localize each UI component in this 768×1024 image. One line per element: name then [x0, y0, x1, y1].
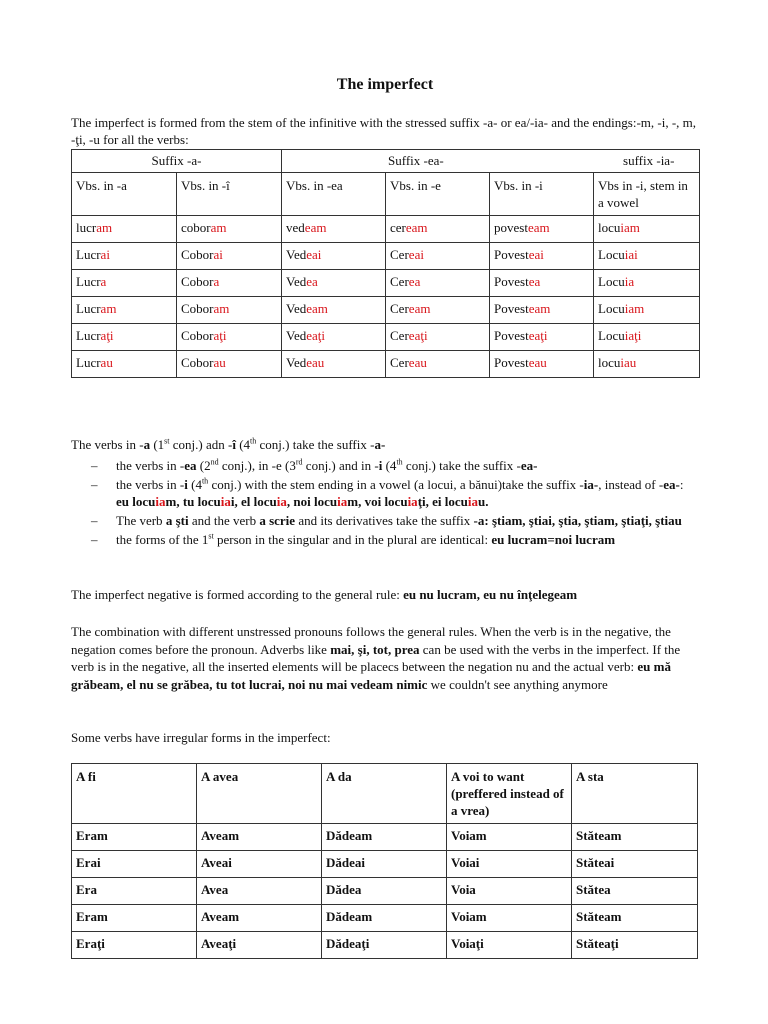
table-cell: [72, 216, 177, 243]
verb-stem: lucr: [76, 220, 97, 235]
verb-ending: eam: [304, 220, 327, 235]
irregular-rows: [72, 824, 698, 959]
verb-stem: Povest: [494, 274, 529, 289]
verb-ending: ia: [624, 274, 635, 289]
column-header: Vbs. in -i: [490, 173, 594, 216]
text: the verbs in -: [116, 458, 185, 473]
dash-bullet: –: [91, 513, 98, 528]
table-cell: Dădeai: [322, 851, 447, 878]
text: and the verb: [188, 513, 260, 528]
verb-ending: eam: [408, 301, 431, 316]
table-cell: [490, 243, 594, 270]
table-cell: [282, 243, 386, 270]
verb-ending: eam: [306, 301, 328, 316]
verb-ending: eam: [527, 220, 550, 235]
table-cell: Dădeam: [322, 905, 447, 932]
verb-ending: au: [213, 355, 226, 370]
table-row: [72, 351, 700, 378]
verb-ending: au: [100, 355, 113, 370]
table-cell: Eram: [72, 824, 197, 851]
verb-stem: Lucr: [76, 355, 101, 370]
table-cell: Stătea: [572, 878, 698, 905]
text: The verb: [116, 513, 166, 528]
text: conj.) take the suffix -: [402, 458, 521, 473]
verb-ending: iam: [620, 220, 640, 235]
verb-suffix: ia: [407, 494, 418, 509]
verb-stem: Ved: [286, 301, 307, 316]
verb-ending: eau: [528, 355, 547, 370]
text: (4: [235, 437, 251, 452]
verb-ending: m: [165, 494, 177, 509]
table-cell: Avea: [197, 878, 322, 905]
ordinal: th: [201, 476, 209, 486]
table-cell: [177, 297, 282, 324]
ordinal: th: [250, 436, 257, 446]
verb-stem: Locu: [598, 274, 625, 289]
rule-list: [71, 457, 699, 548]
table-row: [72, 270, 700, 297]
text: -a:: [473, 513, 489, 528]
text: the verbs in -: [116, 477, 185, 492]
verb-stem: Cobor: [181, 301, 214, 316]
ia-forms: [116, 494, 485, 509]
table-cell: [386, 216, 490, 243]
text: eu lucram=noi lucram: [491, 532, 616, 547]
text: conj.) and in -: [302, 458, 379, 473]
table-cell: [72, 297, 177, 324]
text: the forms of the 1: [116, 532, 209, 547]
verb-stem: voi locu: [364, 494, 408, 509]
table-cell: Eraţi: [72, 932, 197, 959]
table-row: [72, 905, 698, 932]
verb-ending: a: [213, 274, 220, 289]
table-cell: Dădeam: [322, 824, 447, 851]
verb-stem: Povest: [494, 328, 529, 343]
verb-stem: Ved: [286, 355, 307, 370]
suffix-ia-header: suffix -ia-: [623, 153, 675, 168]
verb-stem: Ved: [286, 328, 307, 343]
column-header: A voi to want (preffered instead of a vrea): [447, 764, 572, 824]
dash-bullet: –: [91, 458, 98, 473]
text: ia-: [583, 477, 599, 492]
verb-ending: aţi: [100, 328, 114, 343]
verb-ending: aţi: [213, 328, 227, 343]
table-cell: [177, 270, 282, 297]
table-cell: [490, 297, 594, 324]
verb-ending: am: [96, 220, 113, 235]
verb-ending: eam: [528, 301, 551, 316]
verb-stem: Cobor: [181, 247, 214, 262]
table-cell: [594, 216, 700, 243]
text: a: [143, 437, 151, 452]
column-header: A avea: [197, 764, 322, 824]
table-cell: Aveam: [197, 824, 322, 851]
irregular-table: [71, 763, 698, 959]
text: :: [679, 477, 684, 492]
list-item: [71, 457, 699, 474]
verb-ending: ai: [213, 247, 223, 262]
table-row: [72, 932, 698, 959]
verb-stem: cer: [390, 220, 406, 235]
ordinal: st: [208, 531, 214, 541]
verb-stem: el locu: [241, 494, 277, 509]
verb-ending: eau: [306, 355, 325, 370]
table-cell: [177, 216, 282, 243]
verb-stem: cobor: [181, 220, 211, 235]
table-cell: [594, 324, 700, 351]
verb-ending: iam: [624, 301, 645, 316]
text: i: [378, 458, 383, 473]
table-cell: [490, 324, 594, 351]
verb-stem: noi locu: [293, 494, 338, 509]
table-cell: [72, 351, 177, 378]
verb-stem: Cer: [390, 301, 409, 316]
verb-suffix: ia: [220, 494, 231, 509]
text: a scrie: [259, 513, 296, 528]
table-cell: Aveam: [197, 905, 322, 932]
verb-suffix: ia: [276, 494, 287, 509]
verb-stem: eu locu: [116, 494, 156, 509]
verb-stem: Locu: [598, 328, 625, 343]
text: we couldn't see anything anymore: [427, 676, 608, 692]
negative-paragraph: [71, 586, 699, 603]
verb-stem: Cobor: [181, 328, 214, 343]
verb-stem: Cer: [390, 328, 409, 343]
separator: ,: [425, 494, 433, 509]
text: ştiam, ştiai, ştia, ştiam, ştiaţi, ştiau: [491, 513, 682, 528]
table-cell: [490, 216, 594, 243]
separator: ,: [234, 494, 242, 509]
column-header: Vbs. in -a: [72, 173, 177, 216]
combination-paragraph: [71, 623, 699, 693]
separator: ,: [286, 494, 294, 509]
text: , instead of -: [598, 477, 664, 492]
list-item: [71, 476, 699, 510]
verb-ending: iai: [624, 247, 638, 262]
table-cell: [282, 297, 386, 324]
verb-ending: ai: [100, 247, 110, 262]
verbs-lead: [71, 436, 699, 453]
verb-ending: am: [100, 301, 117, 316]
column-header: Vbs. in -e: [386, 173, 490, 216]
verb-stem: locu: [598, 355, 621, 370]
table-cell: [282, 270, 386, 297]
verb-ending: ea: [306, 274, 318, 289]
verb-stem: povest: [494, 220, 528, 235]
table-cell: [490, 270, 594, 297]
text: a şti: [165, 513, 189, 528]
verb-stem: Ved: [286, 274, 307, 289]
list-item: [71, 531, 699, 548]
separator: ,: [176, 494, 183, 509]
verb-ending: eaţi: [528, 328, 548, 343]
verb-ending: a: [100, 274, 107, 289]
text: mai, şi, tot, prea: [330, 641, 420, 657]
verb-stem: Cobor: [181, 355, 214, 370]
suffix-header-row: [72, 150, 700, 173]
table-cell: [594, 270, 700, 297]
text: can be used with the verbs in the imperfect. If the verb is in the negative, all the inserted elements will be placecs between the negation nu and the actual verb:: [71, 641, 681, 674]
table-cell: [594, 351, 700, 378]
verb-stem: Cobor: [181, 274, 214, 289]
verb-ending: m: [347, 494, 359, 509]
list-item: [71, 512, 699, 529]
text: a-: [374, 437, 386, 452]
verb-suffix: ia: [155, 494, 166, 509]
table-cell: [490, 351, 594, 378]
verb-ending: eai: [306, 247, 322, 262]
text: ea: [184, 458, 197, 473]
verb-ending: eai: [408, 247, 424, 262]
verb-stem: Lucr: [76, 328, 101, 343]
table-cell: Stăteam: [572, 824, 698, 851]
table-cell: Dădeaţi: [322, 932, 447, 959]
verb-ending: ea: [528, 274, 541, 289]
intro-paragraph: The imperfect is formed from the stem of the infinitive with the stressed suffix -a- or ea/-ia- and the endings:-m, -i, -, m, -ţi, -u for all the verbs:: [71, 115, 697, 147]
verb-ending: eaţi: [408, 328, 428, 343]
table-cell: Aveaţi: [197, 932, 322, 959]
text: î: [232, 437, 236, 452]
dash-bullet: –: [91, 532, 98, 547]
conjugation-rows: [72, 216, 700, 378]
verb-stem: Cer: [390, 274, 409, 289]
table-cell: [386, 324, 490, 351]
ordinal: st: [164, 436, 170, 446]
suffix-a-header: Suffix -a-: [72, 150, 282, 173]
verb-ending: am: [213, 301, 230, 316]
text: (1: [150, 437, 165, 452]
table-cell: [594, 243, 700, 270]
verb-ending: ea: [408, 274, 421, 289]
table-row: [72, 324, 700, 351]
table-cell: [72, 270, 177, 297]
verb-stem: Lucr: [76, 274, 101, 289]
verb-stem: Locu: [598, 301, 625, 316]
text: The combination with different unstressed pronouns follows the general rules. When the verb is in the negative, the negation comes before the pronoun. Adverbs like: [71, 624, 671, 657]
text: i: [184, 477, 188, 492]
verb-stem: ei locu: [432, 494, 468, 509]
table-cell: Stăteam: [572, 905, 698, 932]
table-cell: Era: [72, 878, 197, 905]
table-cell: [386, 297, 490, 324]
table-cell: [386, 243, 490, 270]
column-header: A sta: [572, 764, 698, 824]
dash-bullet: –: [91, 477, 98, 492]
verb-stem: Ved: [286, 247, 307, 262]
verb-class-row: [72, 173, 700, 216]
verb-suffix: ia: [467, 494, 479, 509]
text: conj.) take the suffix -: [256, 437, 375, 452]
suffix-ea-ia-header: [282, 150, 700, 173]
ordinal: th: [396, 457, 403, 467]
table-cell: Voiam: [447, 824, 572, 851]
table-cell: Erai: [72, 851, 197, 878]
verb-stem: Locu: [598, 247, 625, 262]
table-row: [72, 243, 700, 270]
verb-stem: Povest: [494, 301, 529, 316]
text: The imperfect negative is formed according to the general rule:: [71, 587, 404, 602]
column-header: Vbs. in -ea: [282, 173, 386, 216]
verb-ending: eai: [528, 247, 544, 262]
table-cell: [594, 297, 700, 324]
verb-ending: am: [210, 220, 227, 235]
table-cell: Voiai: [447, 851, 572, 878]
verb-stem: Povest: [494, 355, 529, 370]
table-cell: [386, 270, 490, 297]
table-cell: Stăteaţi: [572, 932, 698, 959]
text: (2: [196, 458, 211, 473]
verb-stem: locu: [598, 220, 621, 235]
column-header: Vbs. in -î: [177, 173, 282, 216]
column-header: A fi: [72, 764, 197, 824]
ordinal: rd: [295, 457, 303, 467]
text: conj.) adn -: [169, 437, 233, 452]
verb-stem: Povest: [494, 247, 529, 262]
table-cell: Dădea: [322, 878, 447, 905]
verb-stem: Cer: [390, 247, 409, 262]
table-cell: [282, 216, 386, 243]
irregular-header-row: [72, 764, 698, 824]
verb-stem: ved: [286, 220, 305, 235]
text: ea-: [663, 477, 680, 492]
table-row: [72, 297, 700, 324]
table-cell: [177, 351, 282, 378]
verb-ending: u: [478, 494, 486, 509]
text: person in the singular and in the plural are identical:: [213, 532, 492, 547]
verb-suffix: ia: [337, 494, 348, 509]
verb-ending: i: [230, 494, 235, 509]
text: eu mă grăbeam, el nu se grăbea, tu tot lucrai, noi nu mai vedeam nimic: [71, 659, 671, 692]
column-header: A da: [322, 764, 447, 824]
suffix-ea-header: Suffix -ea-: [388, 153, 444, 168]
verb-stem: tu locu: [182, 494, 221, 509]
text: conj.), in -e (3: [218, 458, 296, 473]
verb-ending: eau: [408, 355, 427, 370]
table-cell: [177, 243, 282, 270]
table-row: [72, 851, 698, 878]
text: (4: [382, 458, 397, 473]
text: and its derivatives take the suffix: [295, 513, 474, 528]
verb-rules: [71, 436, 699, 550]
text: (4: [187, 477, 202, 492]
table-cell: [386, 351, 490, 378]
table-cell: Stăteai: [572, 851, 698, 878]
table-cell: Aveai: [197, 851, 322, 878]
verb-stem: Lucr: [76, 301, 101, 316]
table-cell: [177, 324, 282, 351]
ordinal: nd: [210, 457, 219, 467]
table-cell: Voiaţi: [447, 932, 572, 959]
verb-stem: Lucr: [76, 247, 101, 262]
separator: ,: [358, 494, 365, 509]
verb-ending: iaţi: [624, 328, 642, 343]
verb-ending: iau: [620, 355, 637, 370]
page-title: The imperfect: [336, 76, 434, 93]
table-row: [72, 824, 698, 851]
table-cell: [72, 243, 177, 270]
table-cell: [72, 324, 177, 351]
table-cell: Eram: [72, 905, 197, 932]
text: ea-: [520, 458, 538, 473]
suffix-table: [71, 149, 700, 378]
table-cell: [282, 324, 386, 351]
table-cell: [282, 351, 386, 378]
verb-stem: Cer: [390, 355, 409, 370]
table-cell: Voia: [447, 878, 572, 905]
text: eu nu lucram, eu nu înţelegeam: [403, 587, 578, 602]
text: The verbs in -: [71, 437, 144, 452]
text: conj.) with the stem ending in a vowel (a locui, a bănui)take the suffix -: [208, 477, 584, 492]
column-header: Vbs in -i, stem in a vowel: [594, 173, 700, 216]
irregular-intro: Some verbs have irregular forms in the imperfect:: [71, 730, 331, 745]
verb-ending: ţi: [417, 494, 426, 509]
table-row: [72, 216, 700, 243]
verb-ending: eaţi: [306, 328, 325, 343]
verb-ending: eam: [405, 220, 428, 235]
table-cell: Voiam: [447, 905, 572, 932]
text: .: [485, 494, 489, 509]
table-row: [72, 878, 698, 905]
